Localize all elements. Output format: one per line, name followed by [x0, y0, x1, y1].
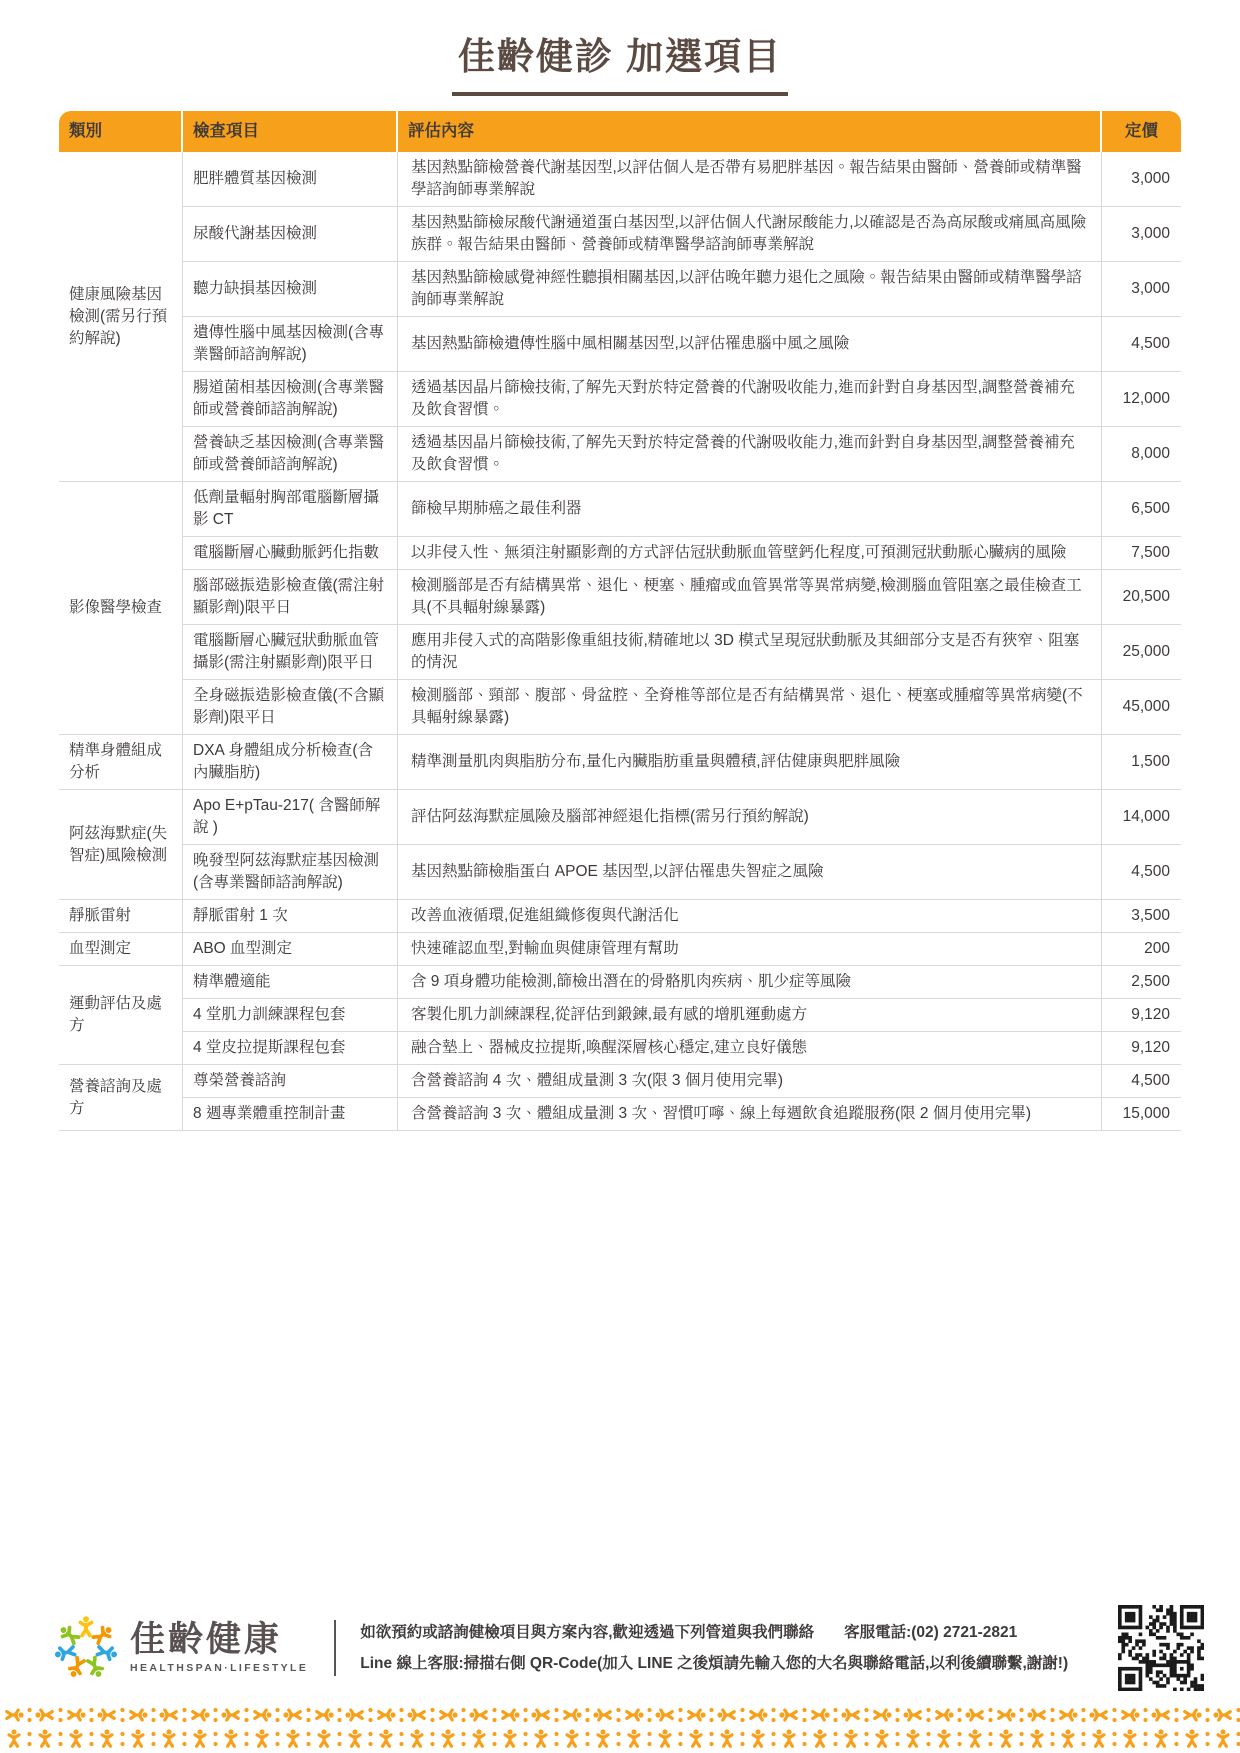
price-cell: 3,000: [1102, 152, 1181, 207]
decorative-border: [0, 1701, 1240, 1753]
table-header-row: [59, 111, 1181, 152]
description-cell: 基因熱點篩檢尿酸代謝通道蛋白基因型,以評估個人代謝尿酸能力,以確認是否為高尿酸或痛風高風險族群。報告結果由醫師、營養師或精準醫學諮詢師專業解說: [398, 207, 1102, 262]
table-row: [59, 999, 1181, 1032]
footer: [52, 1605, 1204, 1691]
table-row: [59, 1098, 1181, 1131]
description-cell: 基因熱點篩檢遺傳性腦中風相關基因型,以評估罹患腦中風之風險: [398, 317, 1102, 372]
description-cell: 含營養諮詢 3 次、體組成量測 3 次、習慣叮嚀、線上每週飲食追蹤服務(限 2 個月使用完畢): [398, 1098, 1102, 1131]
item-cell: 晚發型阿茲海默症基因檢測(含專業醫師諮詢解說): [183, 845, 398, 900]
table-row: [59, 790, 1181, 845]
contact-block: [360, 1617, 1106, 1679]
description-cell: 基因熱點篩檢感覺神經性聽損相關基因,以評估晚年聽力退化之風險。報告結果由醫師或精準醫學諮詢師專業解說: [398, 262, 1102, 317]
price-cell: 3,000: [1102, 207, 1181, 262]
category-cell: 精準身體組成分析: [59, 735, 183, 790]
table-row: [59, 372, 1181, 427]
item-cell: 腸道菌相基因檢測(含專業醫師或營養師諮詢解說): [183, 372, 398, 427]
brand-subtitle: HEALTHSPAN·LIFESTYLE: [130, 1661, 309, 1674]
col-header-price: 定價: [1102, 111, 1181, 152]
table-row: [59, 570, 1181, 625]
table-row: [59, 900, 1181, 933]
category-cell: 健康風險基因檢測(需另行預約解說): [59, 152, 183, 482]
item-cell: 4 堂皮拉提斯課程包套: [183, 1032, 398, 1065]
item-cell: 遺傳性腦中風基因檢測(含專業醫師諮詢解說): [183, 317, 398, 372]
col-header-category: 類別: [59, 111, 183, 152]
description-cell: 含營養諮詢 4 次、體組成量測 3 次(限 3 個月使用完畢): [398, 1065, 1102, 1098]
description-cell: 基因熱點篩檢營養代謝基因型,以評估個人是否帶有易肥胖基因。報告結果由醫師、營養師或精準醫學諮詢師專業解說: [398, 152, 1102, 207]
item-cell: 精準體適能: [183, 966, 398, 999]
price-cell: 200: [1102, 933, 1181, 966]
col-header-description: 評估內容: [398, 111, 1102, 152]
category-cell: 血型測定: [59, 933, 183, 966]
table-row: [59, 625, 1181, 680]
price-cell: 4,500: [1102, 317, 1181, 372]
table-row: [59, 933, 1181, 966]
price-cell: 9,120: [1102, 1032, 1181, 1065]
description-cell: 檢測腦部、頸部、腹部、骨盆腔、全脊椎等部位是否有結構異常、退化、梗塞或腫瘤等異常病變(不具輻射線暴露): [398, 680, 1102, 735]
price-cell: 6,500: [1102, 482, 1181, 537]
table-row: [59, 152, 1181, 207]
price-cell: 4,500: [1102, 845, 1181, 900]
qr-code: [1118, 1605, 1204, 1691]
table-row: [59, 262, 1181, 317]
category-cell: 營養諮詢及處方: [59, 1065, 183, 1131]
item-cell: 聽力缺損基因檢測: [183, 262, 398, 317]
price-cell: 14,000: [1102, 790, 1181, 845]
table-row: [59, 1032, 1181, 1065]
item-cell: 全身磁振造影檢查儀(不含顯影劑)限平日: [183, 680, 398, 735]
price-cell: 3,500: [1102, 900, 1181, 933]
price-cell: 20,500: [1102, 570, 1181, 625]
description-cell: 含 9 項身體功能檢測,篩檢出潛在的骨骼肌肉疾病、肌少症等風險: [398, 966, 1102, 999]
price-cell: 12,000: [1102, 372, 1181, 427]
col-header-item: 檢查項目: [183, 111, 398, 152]
contact-line-1: [360, 1617, 1106, 1648]
item-cell: 電腦斷層心臟冠狀動脈血管攝影(需注射顯影劑)限平日: [183, 625, 398, 680]
item-cell: 電腦斷層心臟動脈鈣化指數: [183, 537, 398, 570]
brand-name: 佳齡健康: [130, 1620, 283, 1660]
table-row: [59, 427, 1181, 482]
price-cell: 9,120: [1102, 999, 1181, 1032]
table-row: [59, 735, 1181, 790]
description-cell: 改善血液循環,促進組織修復與代謝活化: [398, 900, 1102, 933]
description-cell: 透過基因晶片篩檢技術,了解先天對於特定營養的代謝吸收能力,進而針對自身基因型,調整營養補充及飲食習慣。: [398, 427, 1102, 482]
description-cell: 以非侵入性、無須注射顯影劑的方式評估冠狀動脈血管壁鈣化程度,可預測冠狀動脈心臟病的風險: [398, 537, 1102, 570]
item-cell: 尿酸代謝基因檢測: [183, 207, 398, 262]
item-cell: DXA 身體組成分析檢查(含內臟脂肪): [183, 735, 398, 790]
description-cell: 檢測腦部是否有結構異常、退化、梗塞、腫瘤或血管異常等異常病變,檢測腦血管阻塞之最佳檢查工具(不具輻射線暴露): [398, 570, 1102, 625]
table-row: [59, 537, 1181, 570]
description-cell: 客製化肌力訓練課程,從評估到鍛鍊,最有感的增肌運動處方: [398, 999, 1102, 1032]
item-cell: 腦部磁振造影檢查儀(需注射顯影劑)限平日: [183, 570, 398, 625]
price-cell: 3,000: [1102, 262, 1181, 317]
item-cell: Apo E+pTau-217( 含醫師解說 ): [183, 790, 398, 845]
brand-logo-icon: [52, 1614, 120, 1682]
price-cell: 8,000: [1102, 427, 1181, 482]
description-cell: 透過基因晶片篩檢技術,了解先天對於特定營養的代謝吸收能力,進而針對自身基因型,調整營養補充及飲食習慣。: [398, 372, 1102, 427]
category-cell: 影像醫學檢查: [59, 482, 183, 735]
item-cell: 8 週專業體重控制計畫: [183, 1098, 398, 1131]
price-cell: 2,500: [1102, 966, 1181, 999]
item-cell: ABO 血型測定: [183, 933, 398, 966]
description-cell: 評估阿茲海默症風險及腦部神經退化指標(需另行預約解說): [398, 790, 1102, 845]
table-row: [59, 317, 1181, 372]
table-body: [59, 152, 1181, 1131]
title-wrap: [0, 0, 1240, 96]
table-row: [59, 966, 1181, 999]
price-cell: 45,000: [1102, 680, 1181, 735]
price-cell: 25,000: [1102, 625, 1181, 680]
item-cell: 4 堂肌力訓練課程包套: [183, 999, 398, 1032]
table-row: [59, 482, 1181, 537]
price-cell: 4,500: [1102, 1065, 1181, 1098]
description-cell: 篩檢早期肺癌之最佳利器: [398, 482, 1102, 537]
table-row: [59, 845, 1181, 900]
item-cell: 營養缺乏基因檢測(含專業醫師或營養師諮詢解說): [183, 427, 398, 482]
item-cell: 肥胖體質基因檢測: [183, 152, 398, 207]
description-cell: 快速確認血型,對輸血與健康管理有幫助: [398, 933, 1102, 966]
table-row: [59, 1065, 1181, 1098]
item-cell: 低劑量輻射胸部電腦斷層攝影 CT: [183, 482, 398, 537]
description-cell: 精準測量肌肉與脂肪分布,量化內臟脂肪重量與體積,評估健康與肥胖風險: [398, 735, 1102, 790]
addon-price-table: [59, 111, 1181, 1131]
item-cell: 尊榮營養諮詢: [183, 1065, 398, 1098]
price-cell: 7,500: [1102, 537, 1181, 570]
contact-line-2: Line 線上客服:掃描右側 QR-Code(加入 LINE 之後煩請先輸入您的大名與聯絡電話,以利後續聯繫,謝謝!): [360, 1655, 1069, 1672]
item-cell: 靜脈雷射 1 次: [183, 900, 398, 933]
category-cell: 靜脈雷射: [59, 900, 183, 933]
price-cell: 15,000: [1102, 1098, 1181, 1131]
description-cell: 基因熱點篩檢脂蛋白 APOE 基因型,以評估罹患失智症之風險: [398, 845, 1102, 900]
category-cell: 運動評估及處方: [59, 966, 183, 1065]
service-phone: 客服電話:(02) 2721-2821: [844, 1624, 1018, 1641]
table-row: [59, 207, 1181, 262]
price-cell: 1,500: [1102, 735, 1181, 790]
description-cell: 融合墊上、器械皮拉提斯,喚醒深層核心穩定,建立良好儀態: [398, 1032, 1102, 1065]
footer-divider: [334, 1620, 336, 1676]
table-row: [59, 680, 1181, 735]
contact-text: 如欲預約或諮詢健檢項目與方案內容,歡迎透過下列管道與我們聯絡: [360, 1624, 815, 1641]
brand-block: [130, 1622, 308, 1674]
description-cell: 應用非侵入式的高階影像重組技術,精確地以 3D 模式呈現冠狀動脈及其細部分支是否有狹窄、阻塞的情況: [398, 625, 1102, 680]
category-cell: 阿茲海默症(失智症)風險檢測: [59, 790, 183, 900]
page-title: 佳齡健診 加選項目: [452, 26, 788, 96]
